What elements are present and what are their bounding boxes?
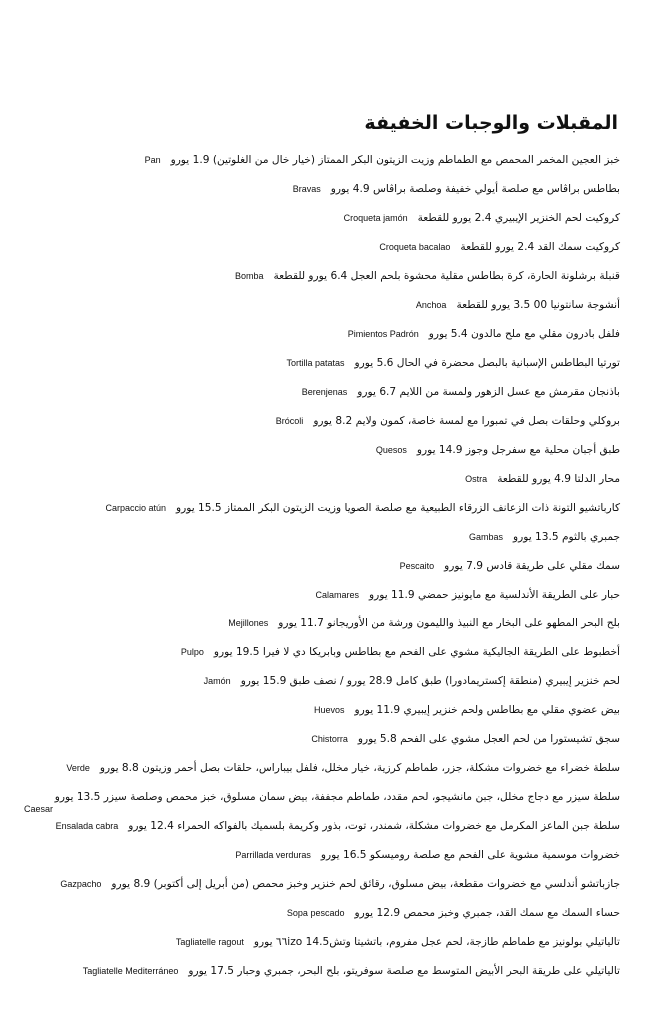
item-name: Pimientos Padrón [347, 329, 419, 340]
menu-list [24, 146, 620, 985]
menu-item-gazpacho [24, 869, 620, 898]
menu-item-tortilla [24, 349, 620, 378]
item-name: Caesar [24, 803, 54, 814]
item-description: بيض عضوي مقلي مع بطاطس ولحم خنزير إيبيري 11.9 يورو [354, 704, 620, 717]
menu-item-anchoa [24, 291, 620, 320]
menu-item-parrillada [24, 841, 620, 870]
item-name: Pan [144, 155, 161, 166]
item-name: Carpaccio atún [105, 502, 167, 513]
item-description: كروكيت لحم الخنزير الإيبيري 2.4 يورو للقطعة [417, 212, 620, 225]
item-description: سلطة جبن الماعز المكرمل مع خضروات مشكلة، شمندر، توت، بذور وكريمة بلسميك بالفواكه الحمراء 12.4 يورو [128, 820, 620, 833]
menu-item-huevos [24, 696, 620, 725]
item-name: Pulpo [180, 647, 204, 658]
item-description: تورتيا البطاطس الإسبانية بالبصل محضرة في الحال 5.6 يورو [354, 357, 620, 370]
item-description: كروكيت سمك القد 2.4 يورو للقطعة [460, 241, 620, 254]
item-name: Berenjenas [301, 386, 348, 397]
menu-item-ensalada-cabra [24, 812, 620, 841]
item-name: Verde [66, 763, 90, 774]
item-name: Mejillones [228, 618, 269, 629]
menu-item-quesos [24, 435, 620, 464]
item-description: بلح البحر المطهو على البخار مع النبيذ والليمون ورشة من الأوريجانو 11.7 يورو [278, 617, 620, 630]
item-name: Parrillada verduras [235, 849, 311, 860]
section-title: المقبلات والوجبات الخفيفة [364, 112, 618, 134]
item-description: أنشوجة سانتونيا 00 3.5 يورو للقطعة [456, 299, 620, 312]
item-name: Gazpacho [60, 878, 102, 889]
item-description: طبق أجبان محلية مع سفرجل وجوز 14.9 يورو [416, 443, 620, 456]
item-name: Jamón [203, 676, 231, 687]
item-description: فلفل بادرون مقلي مع ملح مالدون 5.4 يورو [428, 328, 620, 341]
menu-item-sopa-pescado [24, 898, 620, 927]
menu-item-bravas [24, 175, 620, 204]
item-name: Gambas [468, 531, 503, 542]
item-description: أخطبوط على الطريقة الجاليكية مشوي على الفحم مع بطاطس وبابريكا دي لا فيرا 19.5 يورو [213, 646, 620, 659]
item-description: تالياتيلي على طريقة البحر الأبيض المتوسط مع صلصة سوفريتو، بلح البحر، جمبري وحبار 17.5 يورو [188, 964, 620, 977]
item-name: Pescaito [399, 560, 435, 571]
item-name: Ensalada cabra [55, 821, 119, 832]
menu-item-croqueta-jamon [24, 204, 620, 233]
item-name: Bomba [234, 271, 264, 282]
item-name: Chistorra [311, 734, 348, 745]
item-name: Bravas [292, 184, 321, 195]
item-name: Croqueta bacalao [379, 242, 451, 253]
item-description: خضروات موسمية مشوية على الفحم مع صلصة روميسكو 16.5 يورو [320, 848, 620, 861]
menu-item-chistorra [24, 725, 620, 754]
item-name: Calamares [315, 589, 359, 600]
menu-item-croqueta-bacalao [24, 233, 620, 262]
menu-item-tagliatelle-mediterraneo [24, 956, 620, 985]
menu-item-brocoli [24, 406, 620, 435]
item-description: سلطة خضراء مع خضروات مشكلة، جزر، طماطم كرزية، خيار مخلل، فلفل بيباراس، حلقات بصل أحمر وزيتون 8.8 يورو [99, 762, 620, 775]
menu-item-carpaccio [24, 493, 620, 522]
item-description: قنبلة برشلونة الحارة، كرة بطاطس مقلية محشوة بلحم العجل 6.4 يورو للقطعة [273, 270, 620, 283]
item-name: Anchoa [415, 300, 447, 311]
item-description: تالياتيلي بولونيز مع طماطم طازجة، لحم عجل مفروم، باتشيتا وتش٦٦izo 14.5 يورو [253, 935, 620, 948]
menu-item-pan [24, 146, 620, 175]
item-name: Croqueta jamón [343, 213, 408, 224]
item-description: باذنجان مقرمش مع عسل الزهور ولمسة من اللايم 6.7 يورو [357, 385, 620, 398]
item-description: جازباتشو أندلسي مع خضروات مقطعة، بيض مسلوق، رقائق لحم خنزير وخبز محمص (من أبريل إلى أكتوبر) 8.9 يورو [111, 877, 620, 890]
menu-item-jamon [24, 667, 620, 696]
item-description: كارباتشيو التونة ذات الزعانف الزرقاء الطبيعية مع صلصة الصويا وزيت الزيتون البكر الممتاز 15.5 يورو [176, 501, 620, 514]
item-name: Quesos [375, 444, 407, 455]
menu-item-calamares [24, 580, 620, 609]
menu-item-gambas [24, 522, 620, 551]
item-description: لحم خنزير إيبيري (منطقة إكستريمادورا) طبق كامل 28.9 يورو / نصف طبق 15.9 يورو [240, 675, 620, 688]
item-name: Ostra [465, 473, 488, 484]
item-name: Tagliatelle ragout [175, 936, 244, 947]
item-description: محار الدلتا 4.9 يورو للقطعة [497, 472, 620, 485]
item-name: Tortilla patatas [286, 358, 345, 369]
menu-item-pulpo [24, 638, 620, 667]
item-description: خبز العجين المخمر المحمص مع الطماطم وزيت الزيتون البكر الممتاز (خيار خال من الغلوتين) 1.9 يورو [170, 154, 620, 167]
item-description: سجق تشيستورا من لحم العجل مشوي على الفحم 5.8 يورو [357, 733, 620, 746]
menu-item-mejillones [24, 609, 620, 638]
menu-item-bomba [24, 262, 620, 291]
menu-item-tagliatelle-ragout [24, 927, 620, 956]
item-description: بطاطس براڤاس مع صلصة أيولي خفيفة وصلصة براڤاس 4.9 يورو [330, 183, 620, 196]
item-name: Sopa pescado [286, 907, 345, 918]
item-description: جمبري بالثوم 13.5 يورو [513, 530, 620, 543]
item-description: حبار على الطريقة الأندلسية مع مايونيز حمضي 11.9 يورو [368, 588, 620, 601]
menu-item-berenjenas [24, 378, 620, 407]
item-name: Tagliatelle Mediterráneo [82, 965, 179, 976]
menu-item-ostra [24, 464, 620, 493]
menu-item-verde [24, 754, 620, 783]
item-description: بروكلي وحلقات بصل في تمبورا مع لمسة خاصة، كمون ولايم 8.2 يورو [313, 414, 620, 427]
item-name: Huevos [313, 705, 345, 716]
item-name: Brócoli [275, 415, 304, 426]
menu-item-pescaito [24, 551, 620, 580]
item-description: سلطة سيزر مع دجاج مخلل، جبن مانشيجو، لحم مقدد، طماطم مجففة، بيض سمان مسلوق، خبز محمص وصلصة سيزر 13.5 يورو [54, 791, 620, 804]
item-description: حساء السمك مع سمك القد، جمبري وخبز محمص 12.9 يورو [354, 906, 620, 919]
item-description: سمك مقلي على طريقة قادس 7.9 يورو [444, 559, 620, 572]
menu-item-pimientos [24, 320, 620, 349]
menu-item-caesar [24, 783, 620, 812]
